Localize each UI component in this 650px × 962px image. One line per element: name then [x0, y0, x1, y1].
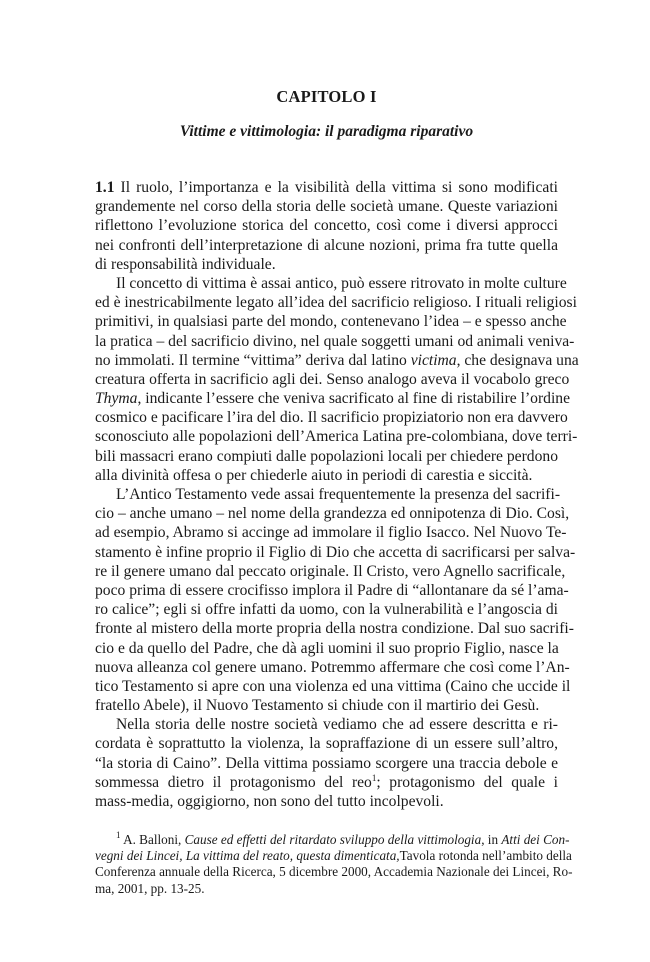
text-line: primitivi, in qualsiasi parte del mondo, contenevano l’idea – e spesso anche: [95, 313, 567, 331]
footnote-line: ma, 2001, pp. 13-25.: [95, 880, 205, 896]
text-line: 1.1 Il ruolo, l’importanza e la visibilità della vittima si sono modificati: [95, 179, 558, 196]
text-line: sconosciuto alle popolazioni dell’America Latina pre-colombiana, dove terri-: [95, 428, 578, 446]
text-line: Nella storia delle nostre società vediamo che ad essere descritta e ri-: [116, 716, 558, 734]
text-line: ed è inestricabilmente legato all’idea del sacrificio religioso. I rituali religiosi: [95, 294, 577, 312]
italic-term: Thyma: [95, 390, 138, 408]
text-line: cio e da quello del Padre, che dà agli uomini il suo proprio Figlio, nasce la: [95, 639, 559, 657]
text-line: nuova alleanza col genere umano. Potremmo affermare che così come l’An-: [95, 658, 570, 676]
text-line: stamento è infine proprio il Figlio di Dio che accetta di sacrificarsi per salva-: [95, 543, 576, 561]
footnotes: [95, 830, 573, 897]
text-line: poco prima di essere crocifisso implora il Padre di “allontanare da sé l’ama-: [95, 581, 569, 599]
text-line: bili massacri erano compiuti dalle popolazioni locali per chiedere perdono: [95, 447, 558, 465]
footnote-reference[interactable]: 1: [371, 772, 377, 783]
footnote-line: Conferenza annuale della Ricerca, 5 dicembre 2000, Accademia Nazionale dei Lincei, Ro-: [95, 864, 573, 880]
italic-term: victima: [410, 351, 457, 369]
text-line: creatura offerta in sacrificio agli dei. Senso analogo aveva il vocabolo greco: [95, 370, 570, 388]
paragraph-1: [95, 178, 558, 274]
text-line: “la storia di Caino”. Della vittima possiamo scorgere una traccia debole e: [95, 754, 558, 772]
text-line: fronte al mistero della morte propria della nostra condizione. Dal suo sacrifi-: [95, 620, 574, 638]
text-line: grandemente nel corso della storia delle società umane. Queste variazioni: [95, 198, 558, 216]
text-line: cosmico e pacificare l’ira del dio. Il sacrificio propiziatorio non era davvero: [95, 409, 568, 427]
text-line: cio – anche umano – nel nome della grandezza ed onnipotenza di Dio. Così,: [95, 505, 570, 523]
footnote-1: [95, 830, 573, 897]
paragraph-3: [95, 485, 576, 715]
footnote-line: $^1$ A. Balloni, Cause ed effetti del ritardato sviluppo della vittimologia, in Atti dei Con-: [116, 830, 570, 847]
text-line: tico Testamento si apre con una violenza ed una vittima (Caino che uccide il: [95, 677, 571, 695]
text-line: re il genere umano dal peccato originale. Il Cristo, vero Agnello sacrificale,: [95, 562, 566, 580]
text-line: Il concetto di vittima è assai antico, può essere ritrovato in molte culture: [116, 274, 567, 292]
text-line: di responsabilità individuale.: [95, 255, 276, 273]
text-line: Thyma, indicante l’essere che veniva sacrificato al fine di ristabilire l’ordine: [95, 390, 570, 408]
text-line: alla divinità offesa o per chiederle aiuto in periodi di carestia e siccità.: [95, 466, 533, 484]
text-line: nei confronti dell’interpretazione di alcune nozioni, prima fra tutte quella: [95, 236, 558, 254]
text-line: ro calice”; egli si offre infatti da uomo, con la vulnerabilità e l’angoscia di: [95, 601, 558, 619]
footnote-number: 1: [116, 830, 121, 840]
body-text: [95, 178, 579, 811]
text-line: riflettono l’evoluzione storica del concetto, così come i diversi approcci: [95, 217, 558, 235]
text-line: fratello Abele), il Nuovo Testamento si chiude con il martirio dei Gesù.: [95, 697, 540, 715]
footnote-line: vegni dei Lincei, La vittima del reato, questa dimenticata,Tavola rotonda nell’ambito della: [95, 848, 572, 864]
chapter-subtitle: Vittime e vittimologia: il paradigma riparativo: [179, 123, 474, 140]
text-line: ad esempio, Abramo si accinge ad immolare il figlio Isacco. Nel Nuovo Te-: [95, 524, 567, 542]
text-line: L’Antico Testamento vede assai frequentemente la presenza del sacrifi-: [116, 486, 561, 503]
text-line: no immolati. Il termine “vittima” deriva dal latino victima, che designava una: [95, 351, 579, 369]
paragraph-4: [95, 715, 558, 811]
chapter-title: CAPITOLO I: [276, 87, 377, 106]
paragraph-2: [95, 274, 579, 485]
text-line: la pratica – del sacrificio divino, nel quale soggetti umani od animali veniva-: [95, 332, 575, 350]
text-line: sommessa dietro il protagonismo del reo$^1$; protagonismo del quale i: [95, 772, 558, 791]
section-number: 1.1: [95, 179, 115, 196]
text-line: mass-media, oggigiorno, non sono del tutto incolpevoli.: [95, 793, 444, 810]
text-line: cordata è soprattutto la violenza, la sopraffazione di un essere sull’altro,: [95, 735, 558, 753]
